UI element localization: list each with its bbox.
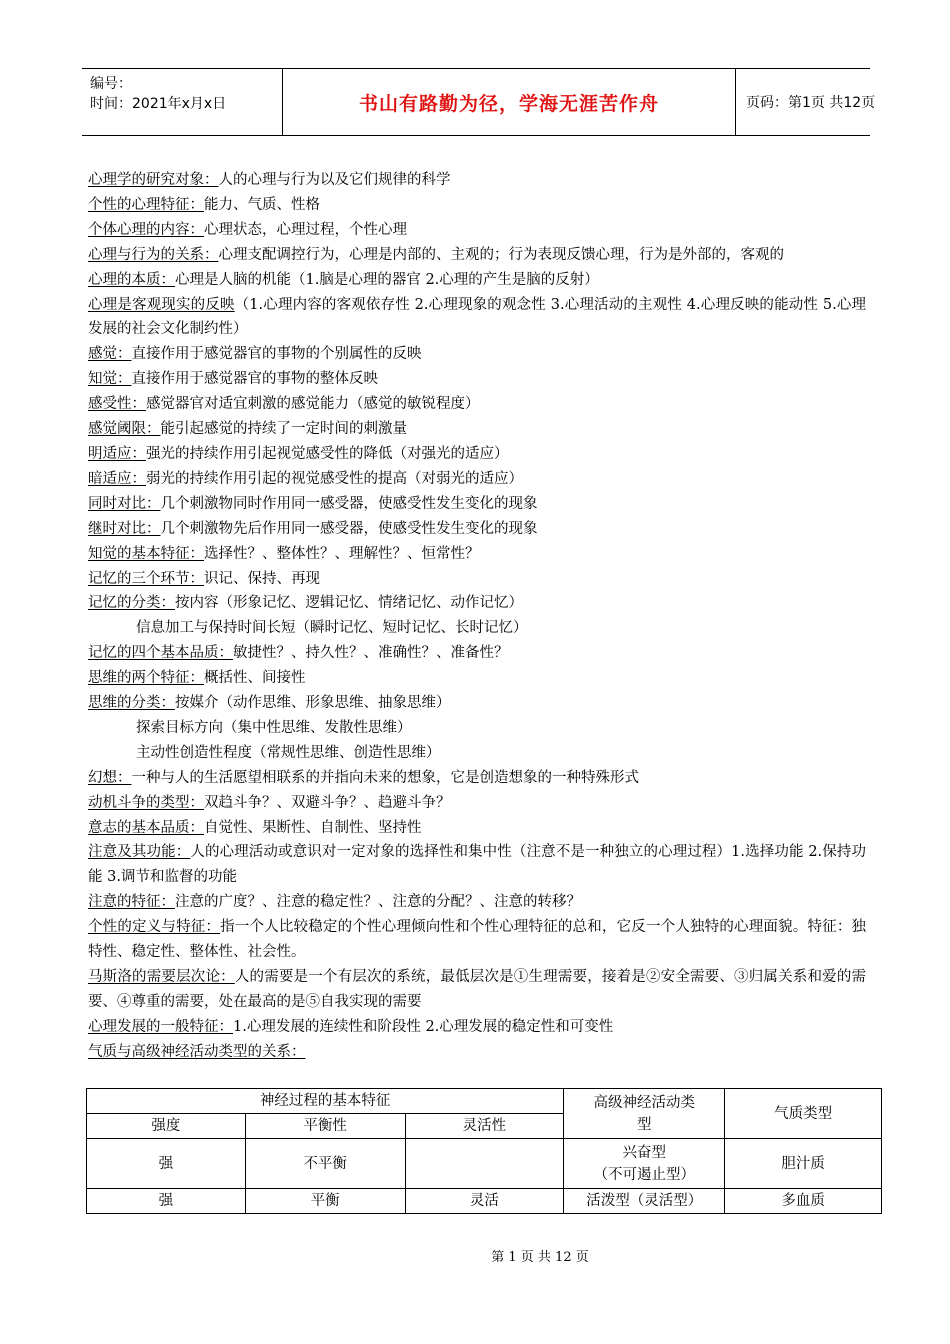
term-label: 思维的两个特征：: [88, 670, 204, 687]
text-line: [88, 492, 866, 517]
term-definition: 能引起感觉的持续了一定时间的刺激量: [160, 421, 407, 438]
text-line: [88, 342, 866, 367]
document-body: [88, 168, 866, 1065]
term-label: 动机斗争的类型：: [88, 794, 204, 811]
term-definition: 直接作用于感觉器官的事物的整体反映: [131, 371, 378, 388]
text-line: [88, 268, 866, 293]
term-definition: （1.心理内容的客观依存性 2.心理现象的观念性 3.心理活动的主观性 4.心理反映的能动性 5.心理发展的社会文化制约性）: [88, 296, 867, 338]
page-footer: 第 1 页 共 12 页: [491, 1250, 589, 1265]
text-line: [88, 691, 866, 716]
term-label: 知觉：: [88, 371, 132, 388]
text-line: [88, 542, 866, 567]
table-cell-line: 兴奋型: [622, 1144, 666, 1161]
term-label: 感觉：: [88, 346, 132, 363]
term-definition: 人的需要是一个有层次的系统，最低层次是①生理需要，接着是②安全需要、③归属关系和爱的需要、④尊重的需要，处在最高的是⑤自我实现的需要: [88, 969, 866, 1010]
table-group-header: 神经过程的基本特征: [87, 1089, 564, 1114]
text-line: [88, 168, 866, 193]
text-line: [88, 716, 866, 741]
text-line: [88, 741, 866, 766]
term-label: 记忆的四个基本品质：: [88, 645, 233, 662]
term-definition: 按内容（形象记忆、逻辑记忆、情绪记忆、动作记忆）: [175, 595, 523, 612]
temperament-table: [86, 1088, 882, 1214]
table-header-row: [87, 1089, 882, 1114]
table-row: [87, 1139, 882, 1189]
text-line: [88, 766, 866, 791]
text-line: [88, 517, 866, 542]
text-line: [88, 816, 866, 841]
text-line: [88, 616, 866, 641]
document-number: 编号：: [90, 76, 132, 92]
table-cell: 活泼型（灵活型）: [564, 1189, 725, 1214]
text-line: [88, 890, 866, 915]
term-label: 心理学的研究对象：: [88, 172, 219, 188]
term-label: 注意的特征：: [88, 894, 175, 911]
header-page-cell: [734, 69, 876, 135]
term-definition: 一种与人的生活愿望相联系的并指向未来的想象，它是创造想象的一种特殊形式: [131, 769, 639, 786]
term-label: 个性的定义与特征：: [88, 919, 221, 936]
term-definition: 概括性、间接性: [204, 670, 306, 687]
term-label: 心理与行为的关系：: [88, 246, 219, 263]
term-label: 心理发展的一般特征：: [88, 1018, 233, 1035]
table-cell: 强: [87, 1139, 246, 1189]
term-definition: 强光的持续作用引起视觉感受性的降低（对强光的适应）: [146, 445, 509, 462]
table-cell: 平衡: [245, 1189, 405, 1214]
text-line: [88, 791, 866, 816]
term-definition: 心理是人脑的机能（1.脑是心理的器官 2.心理的产生是脑的反射）: [175, 271, 599, 288]
table-row: [87, 1189, 882, 1214]
term-definition: 指一个人比较稳定的个性心理倾向性和个性心理特征的总和，它反一个人独特的心理面貌。特征：独特性、稳定性、整体性、社会性。: [88, 919, 867, 961]
term-label: 个性的心理特征：: [88, 196, 204, 213]
term-definition: 感觉器官对适宜刺激的感觉能力（感觉的敏锐程度）: [146, 396, 480, 413]
term-label: 知觉的基本特征：: [88, 545, 204, 562]
term-definition: 注意的广度？、注意的稳定性？、注意的分配？、注意的转移？: [175, 894, 581, 911]
term-label: 注意及其功能：: [88, 844, 191, 861]
term-label: 心理是客观现实的反映: [88, 296, 235, 313]
term-label: 思维的分类：: [88, 695, 175, 712]
term-label: 记忆的分类：: [88, 595, 175, 612]
text-line: [88, 293, 866, 343]
term-definition: 直接作用于感觉器官的事物的个别属性的反映: [131, 346, 422, 363]
header-motto-cell: [282, 69, 736, 135]
text-line: [88, 641, 866, 666]
text-line: [88, 218, 866, 243]
term-definition: 心理支配调控行为，心理是内部的、主观的；行为表现反馈心理，行为是外部的，客观的: [218, 246, 784, 263]
text-line: [88, 1040, 866, 1065]
term-definition: 几个刺激物先后作用同一感受器，使感受性发生变化的现象: [160, 520, 538, 537]
term-definition: 能力、气质、性格: [204, 196, 320, 213]
table-cell: 不平衡: [245, 1139, 405, 1189]
term-label: 同时对比：: [88, 495, 161, 512]
table-activity-header: 高级神经活动类型: [564, 1089, 725, 1139]
table-subheader: 平衡性: [245, 1114, 405, 1139]
term-label: 马斯洛的需要层次论：: [88, 969, 235, 985]
text-line: [88, 591, 866, 616]
term-label: 继时对比：: [88, 520, 161, 537]
term-definition: 识记、保持、再现: [204, 570, 320, 587]
table-cell: 灵活: [405, 1189, 564, 1214]
term-definition: 探索目标方向（集中性思维、发散性思维）: [136, 719, 412, 736]
term-definition: 主动性创造性程度（常规性思维、创造性思维）: [136, 744, 441, 761]
term-definition: 选择性？、整体性？、理解性？、恒常性？: [204, 545, 480, 562]
text-line: [88, 840, 866, 890]
term-definition: 人的心理与行为以及它们规律的科学: [218, 172, 451, 188]
table-subheader: 强度: [87, 1114, 246, 1139]
term-label: 意志的基本品质：: [88, 819, 204, 836]
term-definition: 1.心理发展的连续性和阶段性 2.心理发展的稳定性和可变性: [233, 1018, 614, 1035]
term-definition: 人的心理活动或意识对一定对象的选择性和集中性（注意不是一种独立的心理过程）1.选择功能 2.保持功能 3.调节和监督的功能: [88, 844, 866, 886]
term-definition: 心理状态，心理过程，个性心理: [204, 221, 407, 238]
term-definition: 自觉性、果断性、自制性、坚持性: [204, 819, 422, 836]
table-cell: 强: [87, 1189, 246, 1214]
term-definition: 敏捷性？、持久性？、准确性？、准备性？: [233, 645, 509, 662]
text-line: [88, 367, 866, 392]
text-line: [88, 1015, 866, 1040]
term-label: 幻想：: [88, 769, 132, 786]
header-motto: 书山有路勤为径，学海无涯苦作舟: [358, 92, 659, 115]
text-line: [88, 965, 866, 1015]
table-cell: [564, 1139, 725, 1189]
text-line: [88, 417, 866, 442]
table-cell: 多血质: [725, 1189, 882, 1214]
term-definition: 双趋斗争？、双避斗争？、趋避斗争？: [204, 794, 451, 811]
term-definition: 弱光的持续作用引起的视觉感受性的提高（对弱光的适应）: [146, 470, 523, 487]
table-cell-line: （不可遏止型）: [593, 1166, 695, 1183]
header-page-number: 页码：第1页 共12页: [746, 95, 876, 111]
page-header: [82, 68, 876, 136]
term-definition: 几个刺激物同时作用同一感受器，使感受性发生变化的现象: [160, 495, 538, 512]
term-label: 暗适应：: [88, 470, 146, 487]
term-definition: 按媒介（动作思维、形象思维、抽象思维）: [175, 695, 451, 712]
text-line: [88, 666, 866, 691]
text-line: [88, 442, 866, 467]
term-label: 明适应：: [88, 445, 146, 462]
table-cell: 胆汁质: [725, 1139, 882, 1189]
table-cell: [405, 1139, 564, 1189]
text-line: [88, 243, 866, 268]
table-subheader: 灵活性: [405, 1114, 564, 1139]
term-label: 记忆的三个环节：: [88, 570, 204, 587]
text-line: [88, 567, 866, 592]
term-label: 气质与高级神经活动类型的关系：: [88, 1043, 306, 1060]
header-meta: [82, 69, 282, 135]
table-temperament-header: 气质类型: [725, 1089, 882, 1139]
term-label: 个体心理的内容：: [88, 221, 204, 238]
text-line: [88, 392, 866, 417]
text-line: [88, 915, 866, 965]
term-label: 感受性：: [88, 396, 146, 413]
term-definition: 信息加工与保持时间长短（瞬时记忆、短时记忆、长时记忆）: [136, 620, 528, 637]
term-label: 感觉阈限：: [88, 421, 161, 438]
term-label: 心理的本质：: [88, 271, 175, 288]
text-line: [88, 193, 866, 218]
text-line: [88, 467, 866, 492]
document-date: 时间：2021年x月x日: [90, 96, 227, 112]
